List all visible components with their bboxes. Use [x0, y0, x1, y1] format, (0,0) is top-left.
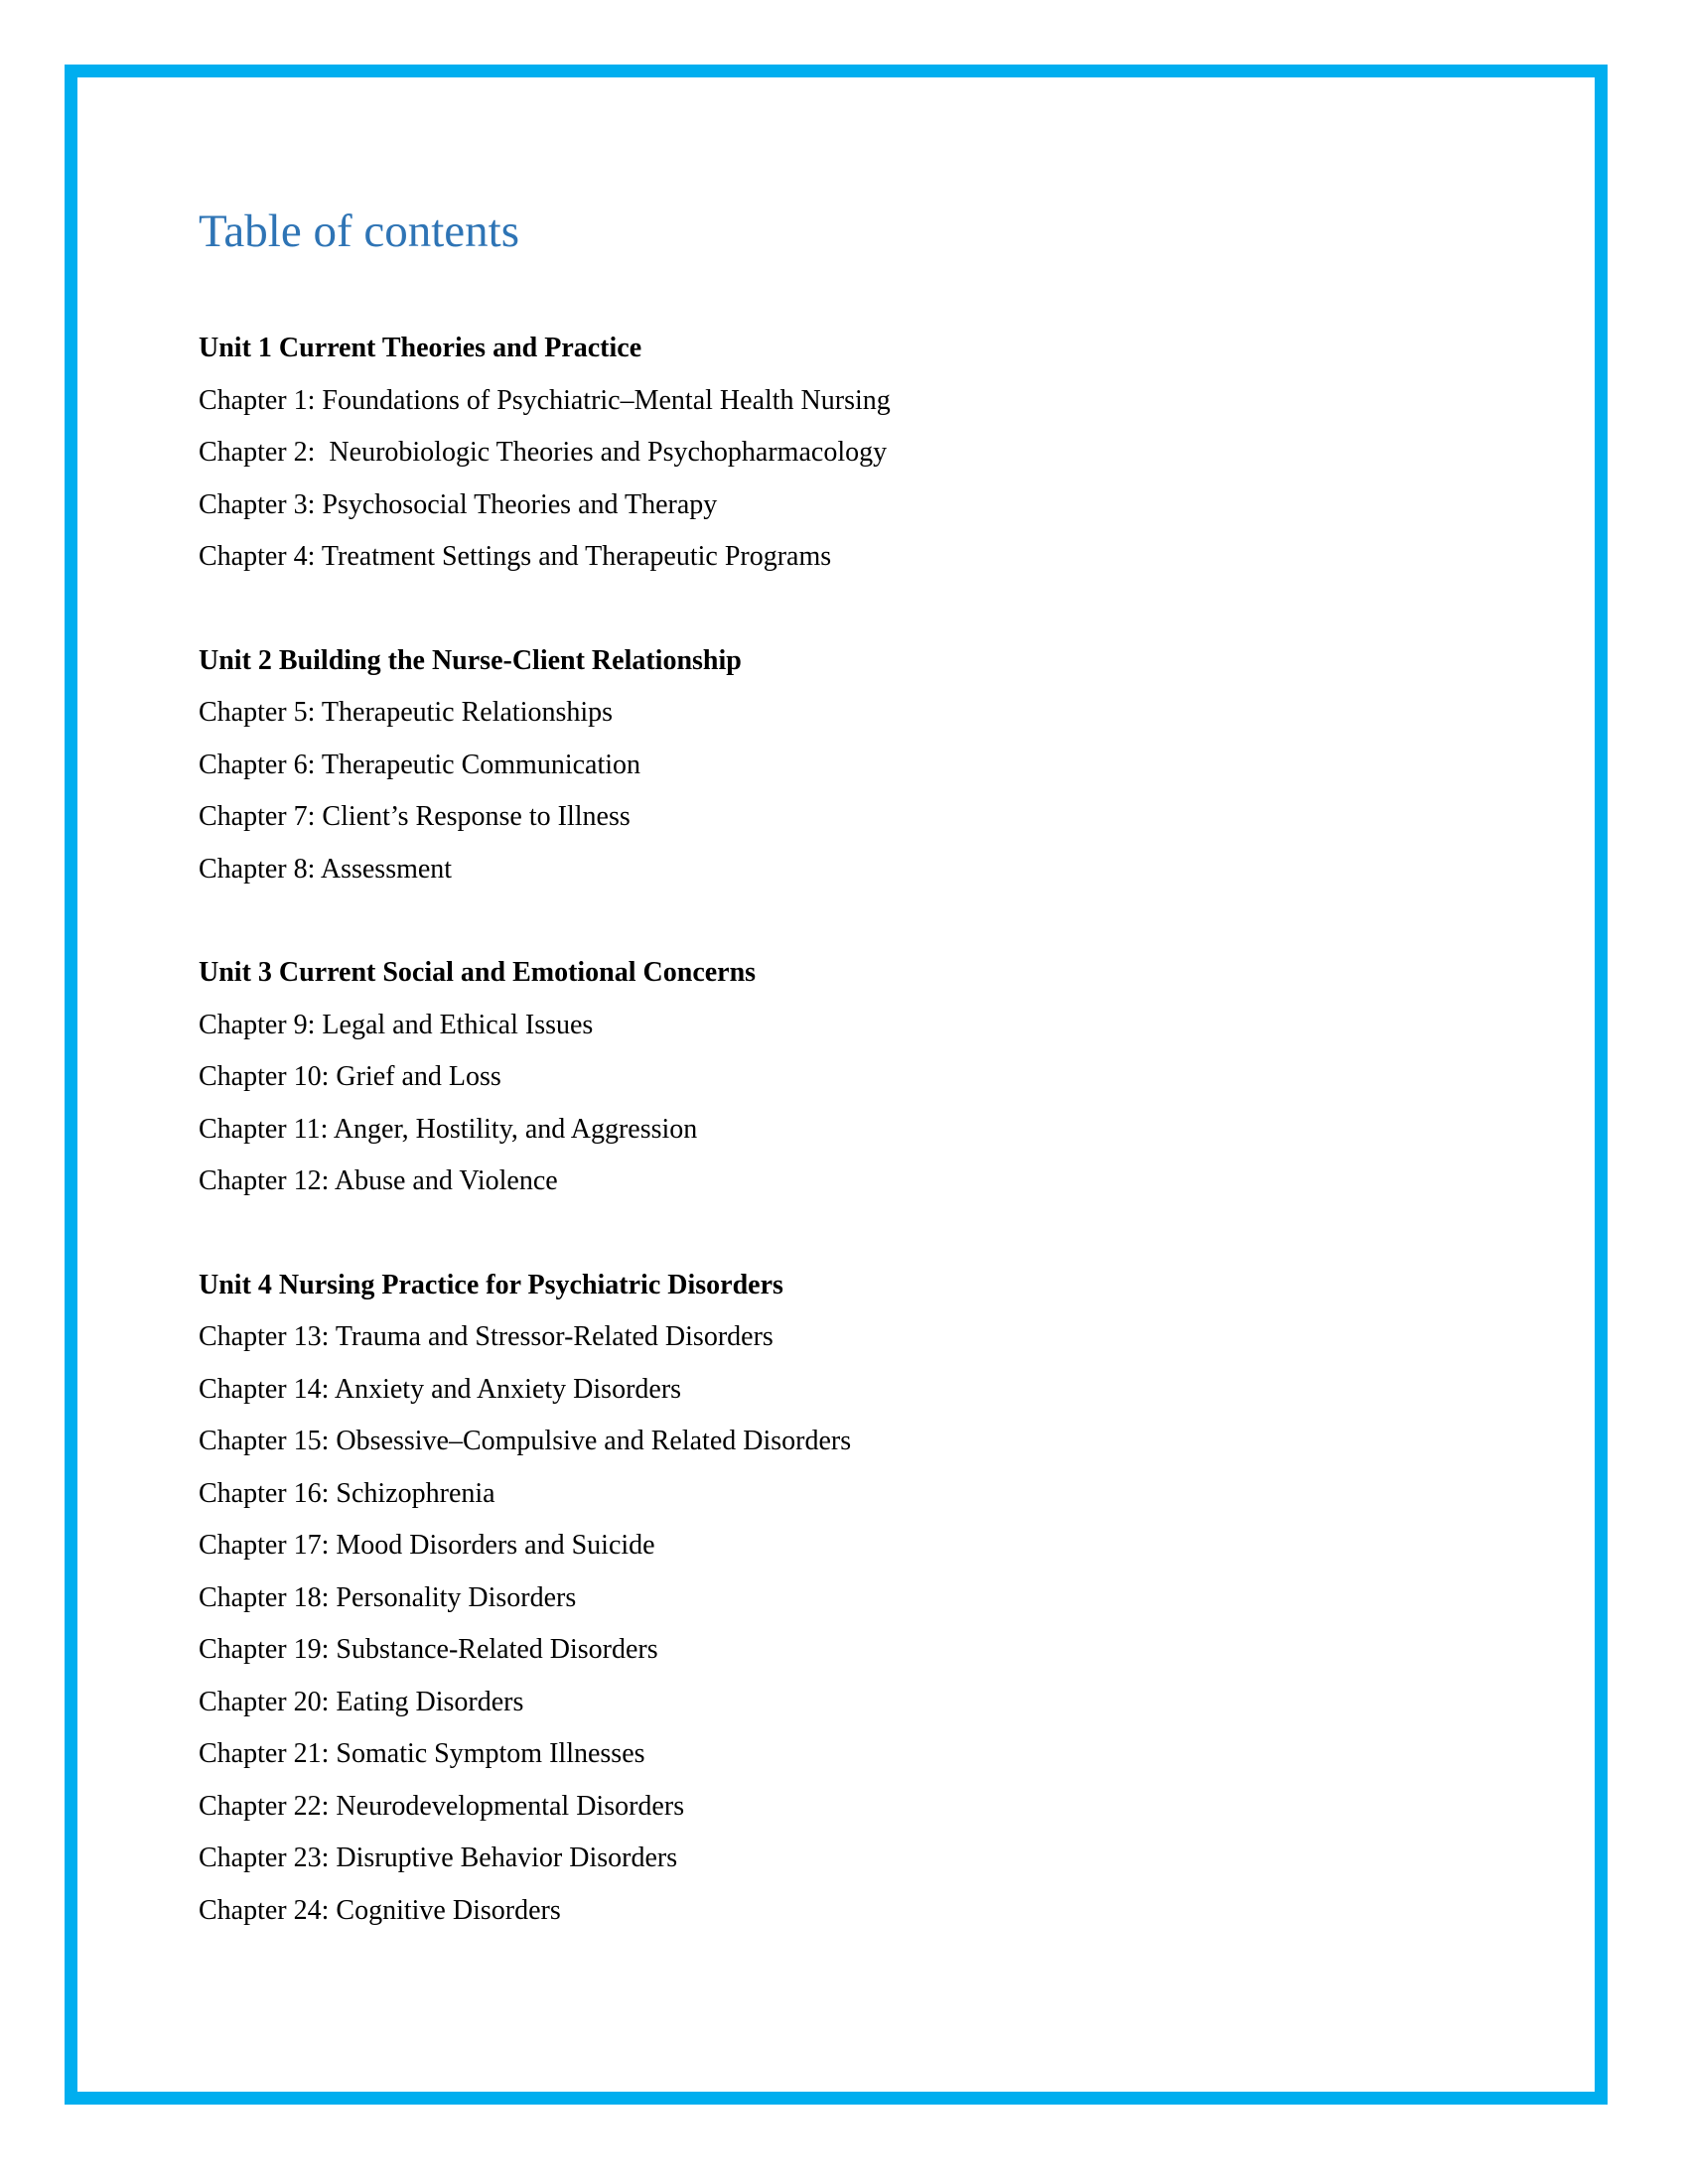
chapter-entry: Chapter 11: Anger, Hostility, and Aggression	[199, 1113, 698, 1145]
unit-heading: Unit 1 Current Theories and Practice	[199, 333, 642, 363]
toc-content	[199, 202, 1489, 1937]
toc-unit-4	[199, 1260, 1489, 1938]
chapter-entry: Chapter 23: Disruptive Behavior Disorders	[199, 1843, 678, 1873]
chapter-entry: Chapter 5: Therapeutic Relationships	[199, 697, 614, 728]
page-title: Table of contents	[199, 205, 519, 257]
chapter-entry: Chapter 20: Eating Disorders	[199, 1686, 524, 1717]
chapter-entry: Chapter 18: Personality Disorders	[199, 1581, 577, 1613]
chapter-entry: Chapter 10: Grief and Loss	[199, 1061, 501, 1092]
chapter-entry: Chapter 1: Foundations of Psychiatric–Mental Health Nursing	[199, 384, 891, 416]
toc-unit-2	[199, 635, 1489, 896]
chapter-entry: Chapter 22: Neurodevelopmental Disorders	[199, 1790, 685, 1822]
chapter-entry: Chapter 4: Treatment Settings and Therapeutic Programs	[199, 541, 832, 572]
chapter-entry: Chapter 17: Mood Disorders and Suicide	[199, 1530, 655, 1561]
chapter-entry: Chapter 21: Somatic Symptom Illnesses	[199, 1738, 645, 1769]
unit-heading: Unit 3 Current Social and Emotional Concerns	[199, 957, 757, 988]
chapter-entry: Chapter 24: Cognitive Disorders	[199, 1894, 561, 1926]
chapter-entry: Chapter 3: Psychosocial Theories and Therapy	[199, 488, 718, 520]
chapter-entry: Chapter 7: Client’s Response to Illness	[199, 801, 631, 832]
chapter-entry: Chapter 8: Assessment	[199, 853, 453, 885]
chapter-entry: Chapter 9: Legal and Ethical Issues	[199, 1009, 594, 1040]
chapter-entry: Chapter 6: Therapeutic Communication	[199, 749, 641, 780]
chapter-entry: Chapter 14: Anxiety and Anxiety Disorders	[199, 1373, 682, 1405]
chapter-entry: Chapter 13: Trauma and Stressor-Related Disorders	[199, 1321, 774, 1352]
unit-heading: Unit 2 Building the Nurse-Client Relationship	[199, 644, 742, 676]
chapter-entry: Chapter 2: Neurobiologic Theories and Psychopharmacology	[199, 437, 888, 468]
chapter-entry: Chapter 16: Schizophrenia	[199, 1477, 495, 1509]
unit-heading: Unit 4 Nursing Practice for Psychiatric Disorders	[199, 1269, 783, 1300]
chapter-entry: Chapter 12: Abuse and Violence	[199, 1165, 558, 1196]
chapter-entry: Chapter 15: Obsessive–Compulsive and Related Disorders	[199, 1426, 852, 1456]
toc-unit-1	[199, 323, 1489, 584]
chapter-entry: Chapter 19: Substance-Related Disorders	[199, 1634, 658, 1665]
toc-unit-3	[199, 947, 1489, 1208]
